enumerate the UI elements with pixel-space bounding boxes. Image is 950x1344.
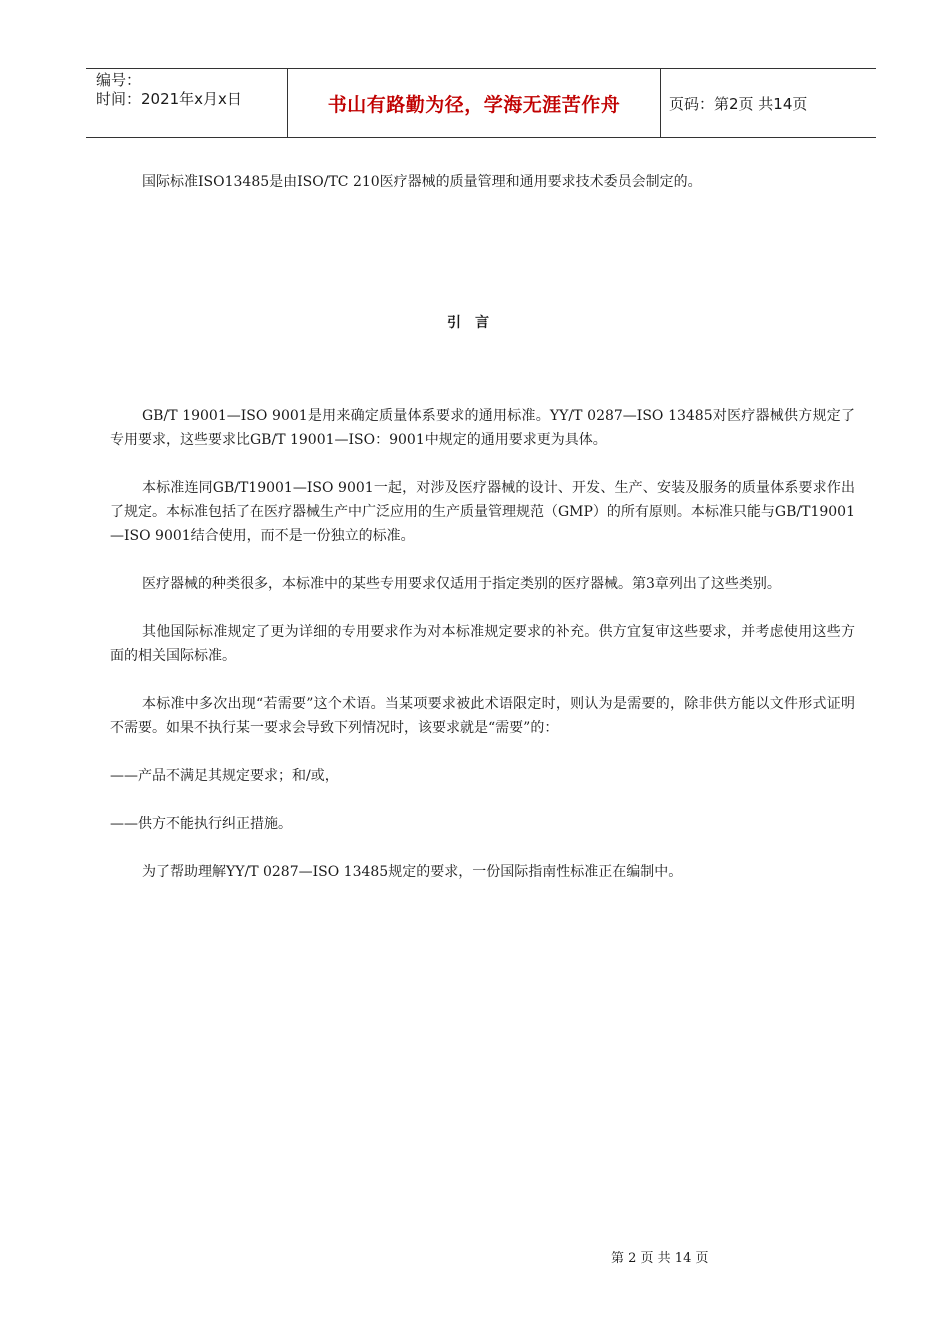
paragraph-1: GB/T 19001—ISO 9001是用来确定质量体系要求的通用标准。YY/T 0287—ISO 13485对医疗器械供方规定了专用要求，这些要求比GB/T 19001—ISO：9001中规定的通用要求更为具体。 xyxy=(110,408,855,448)
closing-paragraph: 为了帮助理解YY/T 0287—ISO 13485规定的要求，一份国际指南性标准正在编制中。 xyxy=(142,864,683,880)
paragraph-5: 本标准中多次出现“若需要”这个术语。当某项要求被此术语限定时，则认为是需要的，除非供方能以文件形式证明不需要。如果不执行某一要求会导致下列情况时，该要求就是“需要”的： xyxy=(110,696,855,736)
header-page-number: 页码：第2页 共14页 xyxy=(669,94,808,113)
header-meta xyxy=(86,69,288,137)
document-number-label: 编号： xyxy=(96,71,142,89)
document-time: 时间：2021年x月x日 xyxy=(96,90,242,108)
header-motto: 书山有路勤为径，学海无涯苦作舟 xyxy=(288,69,661,137)
dash-item-2: ——供方不能执行纠正措施。 xyxy=(110,816,292,832)
paragraph-3: 医疗器械的种类很多，本标准中的某些专用要求仅适用于指定类别的医疗器械。第3章列出了这些类别。 xyxy=(142,576,781,592)
paragraph-2: 本标准连同GB/T19001—ISO 9001一起，对涉及医疗器械的设计、开发、生产、安装及服务的质量体系要求作出了规定。本标准包括了在医疗器械生产中广泛应用的生产质量管理规范（GMP）的所有原则。本标准只能与GB/T19001—ISO 9001结合使用，而不是一份独立的标准。 xyxy=(110,480,855,544)
header-table xyxy=(86,68,876,138)
intro-line: 国际标准ISO13485是由ISO/TC 210医疗器械的质量管理和通用要求技术委员会制定的。 xyxy=(142,174,702,190)
intro-line-container xyxy=(110,170,855,194)
paragraph-4: 其他国际标准规定了更为详细的专用要求作为对本标准规定要求的补充。供方宜复审这些要求，并考虑使用这些方面的相关国际标准。 xyxy=(110,624,855,664)
body-text xyxy=(110,404,855,884)
page-footer: 第 2 页 共 14 页 xyxy=(611,1251,709,1266)
section-title: 引言 xyxy=(447,315,503,331)
dash-item-1: ——产品不满足其规定要求；和/或， xyxy=(110,768,339,784)
